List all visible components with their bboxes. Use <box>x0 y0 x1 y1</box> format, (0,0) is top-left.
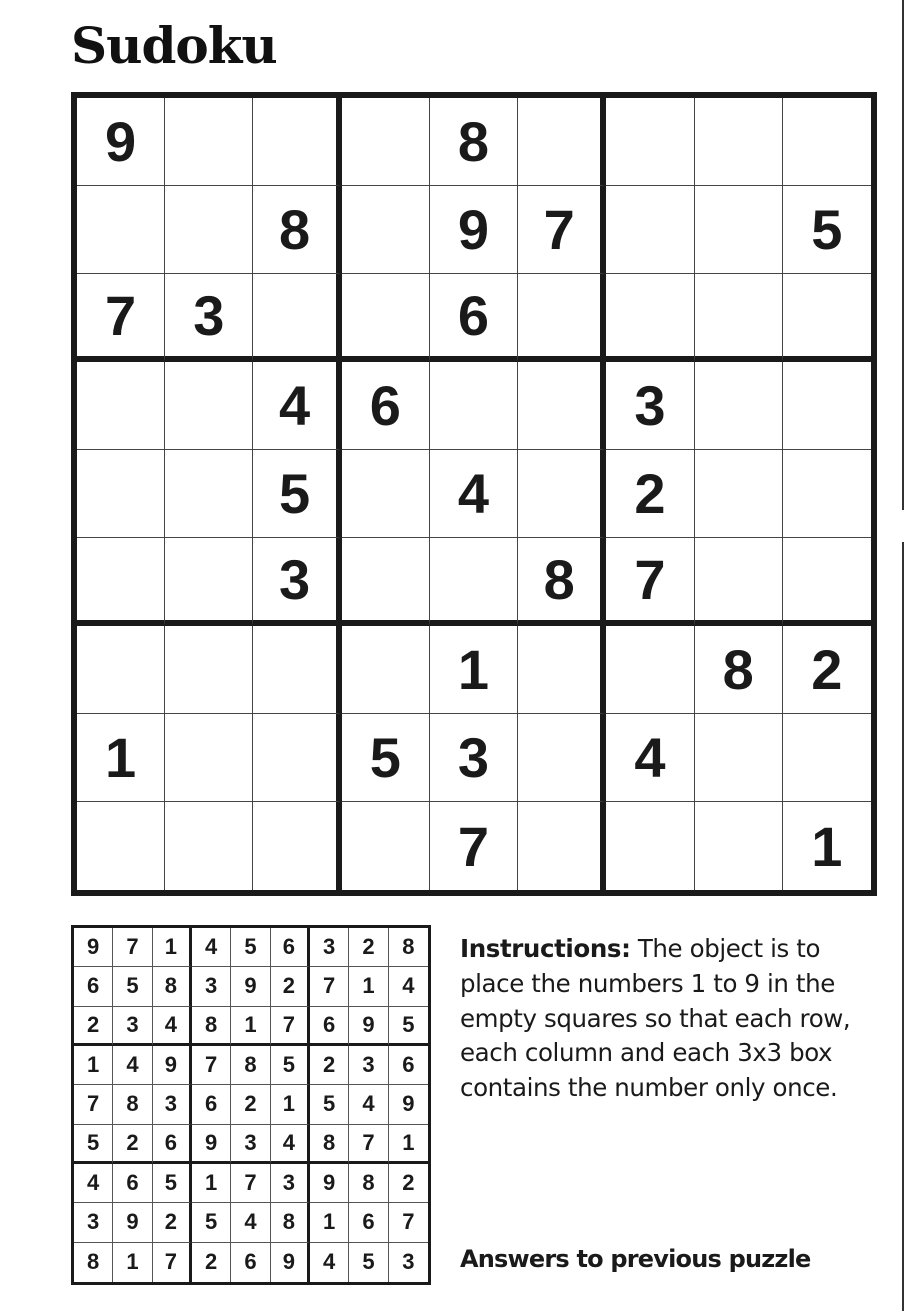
solution-cell-r8-c1: 3 <box>74 1203 113 1242</box>
solution-cell-r7-c7: 9 <box>310 1164 349 1203</box>
solution-cell-r9-c1: 8 <box>74 1243 113 1282</box>
solution-cell-r2-c4: 3 <box>192 967 231 1006</box>
puzzle-cell-r6-c4[interactable] <box>342 538 430 626</box>
puzzle-cell-r5-c3: 5 <box>253 450 341 538</box>
solution-cell-r9-c7: 4 <box>310 1243 349 1282</box>
puzzle-cell-r4-c5[interactable] <box>430 362 518 450</box>
solution-cell-r8-c9: 7 <box>389 1203 428 1242</box>
puzzle-cell-r3-c1: 7 <box>77 274 165 362</box>
solution-cell-r5-c1: 7 <box>74 1085 113 1124</box>
puzzle-cell-r7-c3[interactable] <box>253 626 341 714</box>
puzzle-cell-r2-c4[interactable] <box>342 186 430 274</box>
solution-cell-r9-c2: 1 <box>113 1243 152 1282</box>
solution-cell-r8-c2: 9 <box>113 1203 152 1242</box>
puzzle-cell-r1-c8[interactable] <box>695 98 783 186</box>
puzzle-cell-r6-c8[interactable] <box>695 538 783 626</box>
puzzle-cell-r6-c1[interactable] <box>77 538 165 626</box>
solution-cell-r7-c5: 7 <box>231 1164 270 1203</box>
solution-cell-r1-c4: 4 <box>192 928 231 967</box>
puzzle-cell-r3-c3[interactable] <box>253 274 341 362</box>
puzzle-cell-r5-c4[interactable] <box>342 450 430 538</box>
solution-cell-r3-c5: 1 <box>231 1007 270 1046</box>
puzzle-cell-r1-c2[interactable] <box>165 98 253 186</box>
puzzle-cell-r8-c3[interactable] <box>253 714 341 802</box>
solution-cell-r5-c4: 6 <box>192 1085 231 1124</box>
solution-cell-r8-c8: 6 <box>349 1203 388 1242</box>
solution-cell-r3-c6: 7 <box>271 1007 310 1046</box>
solution-cell-r7-c2: 6 <box>113 1164 152 1203</box>
puzzle-cell-r9-c5: 7 <box>430 802 518 890</box>
puzzle-cell-r4-c4: 6 <box>342 362 430 450</box>
solution-cell-r4-c9: 6 <box>389 1046 428 1085</box>
puzzle-cell-r7-c9: 2 <box>783 626 871 714</box>
solution-cell-r4-c3: 9 <box>153 1046 192 1085</box>
solution-cell-r1-c3: 1 <box>153 928 192 967</box>
sudoku-puzzle-grid <box>71 92 877 896</box>
puzzle-cell-r8-c8[interactable] <box>695 714 783 802</box>
solution-cell-r5-c6: 1 <box>271 1085 310 1124</box>
solution-cell-r7-c6: 3 <box>271 1164 310 1203</box>
solution-cell-r4-c5: 8 <box>231 1046 270 1085</box>
solution-cell-r5-c5: 2 <box>231 1085 270 1124</box>
solution-cell-r4-c6: 5 <box>271 1046 310 1085</box>
puzzle-cell-r1-c5: 8 <box>430 98 518 186</box>
puzzle-cell-r7-c8: 8 <box>695 626 783 714</box>
puzzle-cell-r5-c1[interactable] <box>77 450 165 538</box>
puzzle-cell-r6-c2[interactable] <box>165 538 253 626</box>
puzzle-cell-r3-c7[interactable] <box>606 274 694 362</box>
puzzle-cell-r6-c3: 3 <box>253 538 341 626</box>
solution-cell-r9-c6: 9 <box>271 1243 310 1282</box>
puzzle-cell-r5-c9[interactable] <box>783 450 871 538</box>
puzzle-cell-r4-c8[interactable] <box>695 362 783 450</box>
solution-cell-r7-c3: 5 <box>153 1164 192 1203</box>
solution-cell-r8-c3: 2 <box>153 1203 192 1242</box>
puzzle-cell-r8-c4: 5 <box>342 714 430 802</box>
puzzle-cell-r7-c6[interactable] <box>518 626 606 714</box>
solution-cell-r3-c1: 2 <box>74 1007 113 1046</box>
puzzle-cell-r5-c6[interactable] <box>518 450 606 538</box>
puzzle-cell-r5-c5: 4 <box>430 450 518 538</box>
puzzle-cell-r4-c6[interactable] <box>518 362 606 450</box>
puzzle-cell-r3-c8[interactable] <box>695 274 783 362</box>
puzzle-cell-r7-c5: 1 <box>430 626 518 714</box>
instructions-label: Instructions: <box>460 934 631 963</box>
puzzle-cell-r7-c2[interactable] <box>165 626 253 714</box>
solution-cell-r9-c8: 5 <box>349 1243 388 1282</box>
puzzle-cell-r1-c6[interactable] <box>518 98 606 186</box>
solution-cell-r2-c6: 2 <box>271 967 310 1006</box>
solution-cell-r4-c4: 7 <box>192 1046 231 1085</box>
puzzle-cell-r8-c5: 3 <box>430 714 518 802</box>
solution-cell-r6-c5: 3 <box>231 1125 270 1164</box>
puzzle-cell-r7-c4[interactable] <box>342 626 430 714</box>
puzzle-cell-r2-c1[interactable] <box>77 186 165 274</box>
puzzle-cell-r5-c2[interactable] <box>165 450 253 538</box>
page-edge-line-lower <box>902 542 904 1311</box>
puzzle-cell-r4-c7: 3 <box>606 362 694 450</box>
puzzle-cell-r6-c5[interactable] <box>430 538 518 626</box>
puzzle-cell-r4-c3: 4 <box>253 362 341 450</box>
solution-cell-r6-c3: 6 <box>153 1125 192 1164</box>
solution-cell-r4-c2: 4 <box>113 1046 152 1085</box>
puzzle-cell-r3-c4[interactable] <box>342 274 430 362</box>
puzzle-cell-r1-c4[interactable] <box>342 98 430 186</box>
solution-cell-r2-c3: 8 <box>153 967 192 1006</box>
solution-cell-r8-c6: 8 <box>271 1203 310 1242</box>
puzzle-cell-r2-c8[interactable] <box>695 186 783 274</box>
solution-cell-r3-c8: 9 <box>349 1007 388 1046</box>
solution-cell-r2-c9: 4 <box>389 967 428 1006</box>
puzzle-cell-r7-c1[interactable] <box>77 626 165 714</box>
solution-cell-r6-c9: 1 <box>389 1125 428 1164</box>
solution-cell-r6-c7: 8 <box>310 1125 349 1164</box>
solution-cell-r6-c4: 9 <box>192 1125 231 1164</box>
puzzle-cell-r9-c4[interactable] <box>342 802 430 890</box>
solution-cell-r7-c9: 2 <box>389 1164 428 1203</box>
solution-cell-r3-c3: 4 <box>153 1007 192 1046</box>
solution-cell-r1-c1: 9 <box>74 928 113 967</box>
puzzle-cell-r7-c7[interactable] <box>606 626 694 714</box>
solution-cell-r5-c7: 5 <box>310 1085 349 1124</box>
puzzle-cell-r9-c2[interactable] <box>165 802 253 890</box>
puzzle-cell-r2-c6: 7 <box>518 186 606 274</box>
solution-cell-r6-c8: 7 <box>349 1125 388 1164</box>
instructions-body: The object is to place the numbers 1 to 9 in the empty squares so that each row, each column and each 3x3 box contains the number only once. <box>460 934 851 1103</box>
solution-cell-r7-c8: 8 <box>349 1164 388 1203</box>
puzzle-cell-r8-c9[interactable] <box>783 714 871 802</box>
puzzle-cell-r3-c5: 6 <box>430 274 518 362</box>
solution-cell-r8-c4: 5 <box>192 1203 231 1242</box>
puzzle-cell-r2-c5: 9 <box>430 186 518 274</box>
puzzle-cell-r3-c9[interactable] <box>783 274 871 362</box>
solution-cell-r8-c7: 1 <box>310 1203 349 1242</box>
solution-cell-r1-c6: 6 <box>271 928 310 967</box>
solution-cell-r2-c5: 9 <box>231 967 270 1006</box>
puzzle-cell-r6-c7: 7 <box>606 538 694 626</box>
solution-cell-r9-c9: 3 <box>402 1249 415 1275</box>
solution-cell-r4-c8: 3 <box>349 1046 388 1085</box>
puzzle-cell-r9-c8[interactable] <box>695 802 783 890</box>
solution-cell-r1-c7: 3 <box>310 928 349 967</box>
solution-cell-r2-c8: 1 <box>349 967 388 1006</box>
solution-cell-r1-c2: 7 <box>113 928 152 967</box>
puzzle-cell-r3-c2: 3 <box>165 274 253 362</box>
solution-cell-r6-c2: 2 <box>113 1125 152 1164</box>
puzzle-cell-r5-c8[interactable] <box>695 450 783 538</box>
solution-cell-r2-c7: 7 <box>310 967 349 1006</box>
puzzle-cell-r2-c2[interactable] <box>165 186 253 274</box>
solution-cell-r3-c9: 5 <box>389 1007 428 1046</box>
previous-solution-grid <box>71 925 431 1285</box>
puzzle-cell-r1-c3[interactable] <box>253 98 341 186</box>
solution-cell-r3-c4: 8 <box>192 1007 231 1046</box>
answers-caption: Answers to previous puzzle <box>460 1245 811 1273</box>
puzzle-cell-r4-c2[interactable] <box>165 362 253 450</box>
solution-cell-r3-c7: 6 <box>310 1007 349 1046</box>
solution-cell-r4-c1: 1 <box>74 1046 113 1085</box>
solution-cell-r6-c1: 5 <box>74 1125 113 1164</box>
solution-cell-r9-c4: 2 <box>192 1243 231 1282</box>
puzzle-cell-r8-c7: 4 <box>606 714 694 802</box>
puzzle-cell-r2-c9: 5 <box>783 186 871 274</box>
puzzle-cell-r4-c1[interactable] <box>77 362 165 450</box>
solution-cell-r8-c5: 4 <box>231 1203 270 1242</box>
puzzle-cell-r9-c1[interactable] <box>77 802 165 890</box>
solution-cell-r6-c6: 4 <box>271 1125 310 1164</box>
puzzle-cell-r2-c3: 8 <box>253 186 341 274</box>
solution-cell-r5-c2: 8 <box>113 1085 152 1124</box>
solution-cell-r5-c3: 3 <box>153 1085 192 1124</box>
puzzle-cell-r8-c1: 1 <box>77 714 165 802</box>
solution-cell-r9-c5: 6 <box>231 1243 270 1282</box>
puzzle-cell-r1-c1: 9 <box>77 98 165 186</box>
solution-cell-r4-c7: 2 <box>310 1046 349 1085</box>
solution-cell-r5-c8: 4 <box>349 1085 388 1124</box>
puzzle-cell-r1-c9[interactable] <box>783 98 871 186</box>
solution-cell-r3-c2: 3 <box>113 1007 152 1046</box>
solution-cell-r7-c1: 4 <box>74 1164 113 1203</box>
puzzle-cell-r9-c9: 1 <box>811 814 843 878</box>
instructions-text <box>460 932 860 1106</box>
puzzle-cell-r9-c3[interactable] <box>253 802 341 890</box>
puzzle-cell-r9-c7[interactable] <box>606 802 694 890</box>
puzzle-cell-r1-c7[interactable] <box>606 98 694 186</box>
solution-cell-r1-c8: 2 <box>349 928 388 967</box>
page-edge-line-upper <box>902 0 904 510</box>
solution-cell-r2-c2: 5 <box>113 967 152 1006</box>
puzzle-cell-r3-c6[interactable] <box>518 274 606 362</box>
solution-cell-r1-c9: 8 <box>389 928 428 967</box>
solution-cell-r1-c5: 5 <box>231 928 270 967</box>
puzzle-cell-r2-c7[interactable] <box>606 186 694 274</box>
puzzle-cell-r9-c6[interactable] <box>518 802 606 890</box>
puzzle-cell-r8-c2[interactable] <box>165 714 253 802</box>
puzzle-cell-r5-c7: 2 <box>606 450 694 538</box>
solution-cell-r9-c3: 7 <box>153 1243 192 1282</box>
puzzle-cell-r4-c9[interactable] <box>783 362 871 450</box>
puzzle-cell-r6-c9[interactable] <box>783 538 871 626</box>
puzzle-cell-r6-c6: 8 <box>518 538 606 626</box>
solution-cell-r7-c4: 1 <box>192 1164 231 1203</box>
puzzle-cell-r8-c6[interactable] <box>518 714 606 802</box>
solution-cell-r2-c1: 6 <box>74 967 113 1006</box>
solution-cell-r5-c9: 9 <box>389 1085 428 1124</box>
page-title: Sudoku <box>71 16 277 75</box>
